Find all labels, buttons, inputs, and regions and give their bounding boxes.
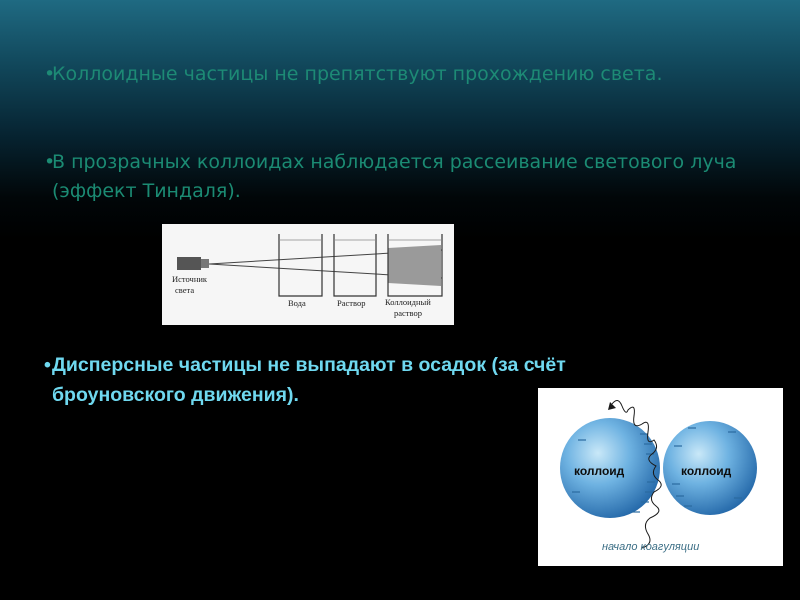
tyndall-effect-diagram bbox=[162, 224, 454, 325]
bullet-text: Дисперсные частицы не выпадают в осадок (за счёт броуновского движения). bbox=[52, 354, 566, 406]
bullet-marker: • bbox=[44, 354, 51, 376]
tyndall-diagram-svg bbox=[162, 224, 454, 325]
bullet-light-passage bbox=[44, 60, 752, 89]
scattered-light-cone bbox=[388, 245, 441, 286]
bullet-text: Коллоидные частицы не препятствуют прохождению света. bbox=[52, 63, 663, 85]
coagulation-caption: начало коагуляции bbox=[602, 541, 700, 553]
light-source-box bbox=[177, 257, 201, 270]
light-source-label-2: света bbox=[175, 285, 195, 295]
vessel-label-colloid-2: раствор bbox=[394, 308, 422, 318]
coagulation-diagram-svg bbox=[538, 388, 783, 566]
vessel-solution bbox=[334, 234, 376, 296]
vessel-water bbox=[279, 234, 322, 296]
bullet-text: В прозрачных коллоидах наблюдается рассеивание светового луча (эффект Тиндаля). bbox=[52, 151, 737, 202]
bullet-tyndall-effect bbox=[44, 148, 752, 206]
bullet-marker: • bbox=[44, 63, 56, 85]
vessel-label-solution: Раствор bbox=[337, 298, 366, 308]
coagulation-diagram bbox=[538, 388, 783, 566]
colloid-label-right: коллоид bbox=[681, 464, 732, 478]
bullet-marker: • bbox=[44, 151, 56, 173]
light-source-label-1: Источник bbox=[172, 274, 208, 284]
light-source-lens bbox=[201, 259, 209, 268]
vessel-label-colloid: Коллоидный bbox=[385, 297, 431, 307]
colloid-label-left: коллоид bbox=[574, 464, 625, 478]
vessel-label-water: Вода bbox=[288, 298, 306, 308]
